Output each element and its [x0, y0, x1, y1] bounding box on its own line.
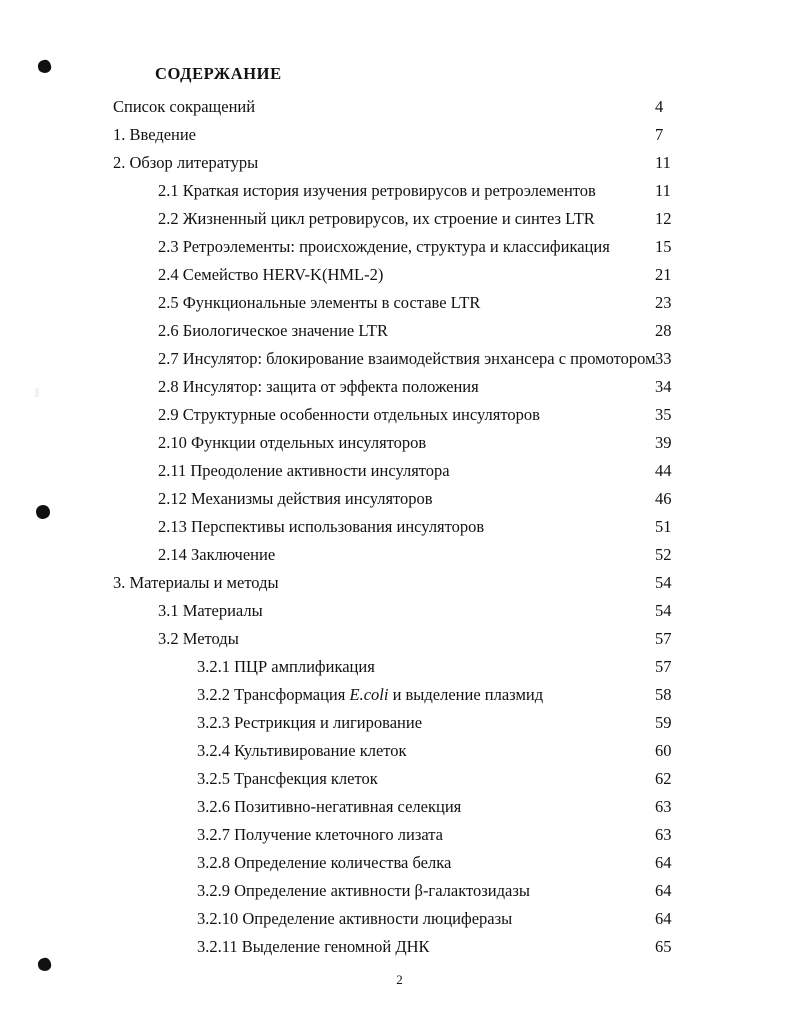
toc-entry: [0, 177, 799, 205]
toc-entry-label: 3.2.6 Позитивно-негативная селекция: [197, 797, 462, 816]
toc-entry-page-number: 23: [655, 293, 672, 312]
toc-entry: [0, 709, 799, 737]
toc-entry: [0, 401, 799, 429]
toc-entry: [0, 121, 799, 149]
toc-entry-label: 3.2.4 Культивирование клеток: [197, 741, 407, 760]
toc-entry-label: 2.9 Структурные особенности отдельных инсуляторов: [158, 405, 540, 424]
toc-entry: [0, 625, 799, 653]
toc-entry-page-number: 64: [655, 909, 672, 928]
toc-entry-page-number: 11: [655, 181, 671, 200]
toc-entry-page-number: 35: [655, 405, 672, 424]
toc-entry: [0, 457, 799, 485]
toc-entry-label: 2.7 Инсулятор: блокирование взаимодействия энхансера с промотором: [158, 349, 656, 368]
toc-entry: [0, 933, 799, 961]
toc-entry-label: 3.2.10 Определение активности люциферазы: [197, 909, 513, 928]
toc-entry-page-number: 62: [655, 769, 672, 788]
toc-entry: [0, 513, 799, 541]
toc-entry-label: 1. Введение: [113, 125, 197, 144]
toc-entry-label: 3. Материалы и методы: [113, 573, 279, 592]
toc-entry-label: 2.6 Биологическое значение LTR: [158, 321, 388, 340]
toc-entry: [0, 93, 799, 121]
toc-entry-page-number: 64: [655, 853, 672, 872]
toc-entry: [0, 261, 799, 289]
table-of-contents: [0, 93, 799, 961]
toc-entry-page-number: 54: [655, 573, 672, 592]
toc-entry: [0, 233, 799, 261]
toc-entry: [0, 149, 799, 177]
toc-entry: [0, 569, 799, 597]
toc-entry-page-number: 59: [655, 713, 672, 732]
toc-entry-page-number: 4: [655, 97, 664, 116]
toc-entry-label: 2.4 Семейство HERV-K(HML-2): [158, 265, 384, 284]
toc-entry-page-number: 64: [655, 881, 672, 900]
toc-entry-label: 3.2.11 Выделение геномной ДНК: [197, 937, 430, 956]
toc-entry-label: 3.2.2 Трансформация E.coli и выделение плазмид: [197, 685, 544, 704]
toc-entry-page-number: 15: [655, 237, 672, 256]
toc-entry-label: 2.14 Заключение: [158, 545, 276, 564]
toc-entry: [0, 205, 799, 233]
toc-entry-page-number: 58: [655, 685, 672, 704]
toc-entry: [0, 345, 799, 373]
toc-entry-label: 2.12 Механизмы действия инсуляторов: [158, 489, 433, 508]
toc-entry-label: 3.2.7 Получение клеточного лизата: [197, 825, 444, 844]
toc-entry: [0, 765, 799, 793]
toc-entry: [0, 653, 799, 681]
toc-entry: [0, 877, 799, 905]
toc-entry-page-number: 63: [655, 797, 672, 816]
toc-entry-page-number: 21: [655, 265, 672, 284]
toc-entry-page-number: 57: [655, 657, 672, 676]
toc-entry-page-number: 44: [655, 461, 672, 480]
toc-entry: [0, 373, 799, 401]
toc-entry-label: 3.1 Материалы: [158, 601, 263, 620]
toc-entry-page-number: 28: [655, 321, 672, 340]
toc-entry-label: 2.5 Функциональные элементы в составе LTR: [158, 293, 481, 312]
toc-entry: [0, 317, 799, 345]
toc-entry-page-number: 11: [655, 153, 671, 172]
page-title: СОДЕРЖАНИЕ: [155, 64, 282, 83]
toc-entry: [0, 597, 799, 625]
toc-entry-page-number: 60: [655, 741, 672, 760]
toc-entry: [0, 485, 799, 513]
toc-entry-page-number: 34: [655, 377, 672, 396]
toc-entry-label: 3.2.9 Определение активности β-галактозидазы: [197, 881, 530, 900]
toc-entry-page-number: 7: [655, 125, 664, 144]
toc-entry-label: Список сокращений: [113, 97, 256, 116]
toc-entry-page-number: 51: [655, 517, 672, 536]
toc-entry-page-number: 63: [655, 825, 672, 844]
toc-entry-label: 2.11 Преодоление активности инсулятора: [158, 461, 450, 480]
toc-entry-label: 2.13 Перспективы использования инсуляторов: [158, 517, 485, 536]
toc-entry-page-number: 46: [655, 489, 672, 508]
toc-entry-label: 2.2 Жизненный цикл ретровирусов, их строение и синтез LTR: [158, 209, 595, 228]
toc-entry-label: 2. Обзор литературы: [113, 153, 259, 172]
toc-entry: [0, 429, 799, 457]
toc-entry-label: 3.2 Методы: [158, 629, 239, 648]
toc-entry-page-number: 54: [655, 601, 672, 620]
hole-punch-mark-top: [37, 59, 52, 74]
toc-entry-label: 2.8 Инсулятор: защита от эффекта положения: [158, 377, 479, 396]
toc-entry-label: 3.2.8 Определение количества белка: [197, 853, 452, 872]
toc-entry-label: 2.10 Функции отдельных инсуляторов: [158, 433, 427, 452]
toc-entry: [0, 681, 799, 709]
page-number-footer: 2: [396, 972, 403, 987]
toc-entry: [0, 541, 799, 569]
toc-entry-page-number: 52: [655, 545, 672, 564]
toc-entry: [0, 905, 799, 933]
toc-entry-label: 3.2.1 ПЦР амплификация: [197, 657, 375, 676]
toc-entry: [0, 793, 799, 821]
toc-entry-page-number: 57: [655, 629, 672, 648]
toc-entry-label: 3.2.5 Трансфекция клеток: [197, 769, 378, 788]
toc-entry-label: 2.1 Краткая история изучения ретровирусов и ретроэлементов: [158, 181, 596, 200]
toc-entry: [0, 737, 799, 765]
toc-entry-label: 2.3 Ретроэлементы: происхождение, структура и классификация: [158, 237, 610, 256]
toc-entry-label: 3.2.3 Рестрикция и лигирование: [197, 713, 423, 732]
toc-entry-page-number: 65: [655, 937, 672, 956]
toc-entry: [0, 849, 799, 877]
toc-entry-page-number: 33: [655, 349, 672, 368]
toc-entry: [0, 821, 799, 849]
toc-entry-page-number: 39: [655, 433, 672, 452]
toc-entry: [0, 289, 799, 317]
toc-entry-page-number: 12: [655, 209, 672, 228]
